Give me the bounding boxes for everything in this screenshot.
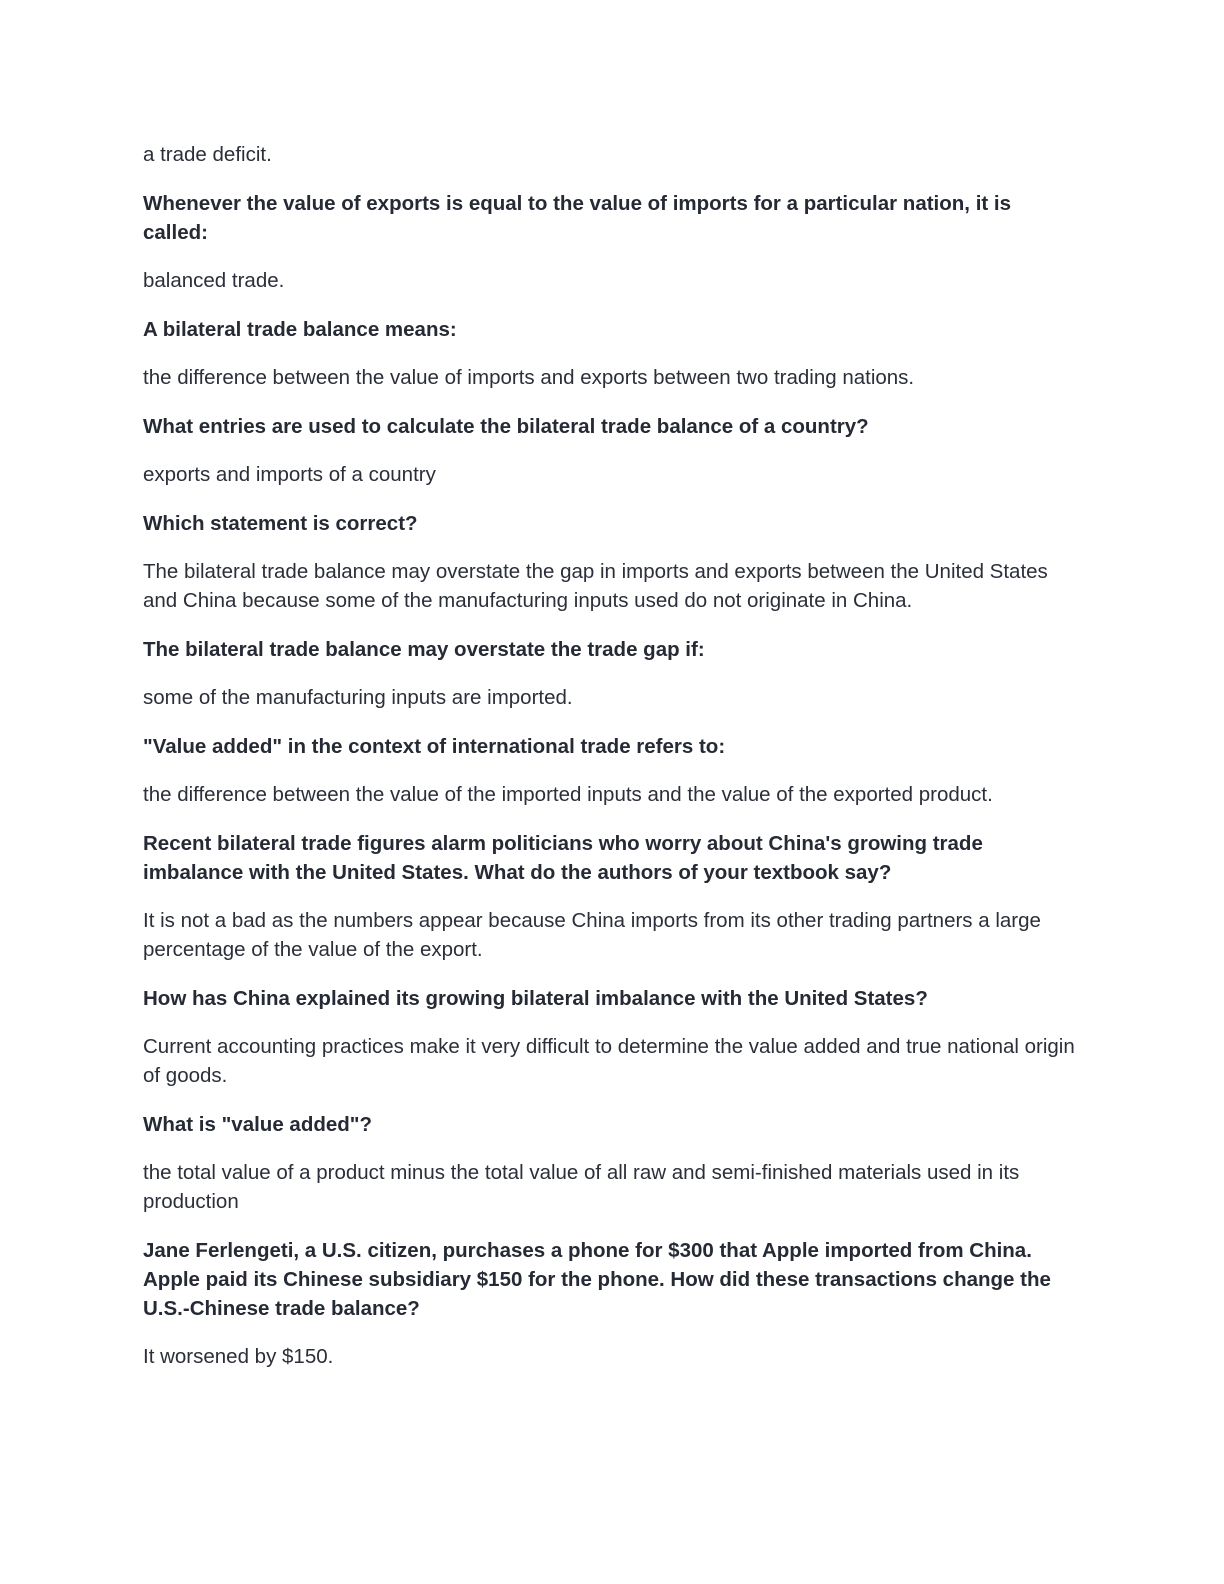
- question-text: What entries are used to calculate the bilateral trade balance of a country?: [143, 414, 869, 438]
- question-text: The bilateral trade balance may overstate the trade gap if:: [143, 637, 705, 661]
- question-text: A bilateral trade balance means:: [143, 317, 457, 341]
- question-text: Recent bilateral trade figures alarm politicians who worry about China's growing trade imbalance with the United States. What do the authors of your textbook say?: [143, 831, 983, 884]
- answer-text: the difference between the value of the imported inputs and the value of the exported product.: [143, 783, 993, 806]
- answer-text: the difference between the value of imports and exports between two trading nations.: [143, 366, 915, 389]
- document-page: [143, 140, 1078, 1391]
- question-text: Whenever the value of exports is equal to the value of imports for a particular nation, it is called:: [143, 191, 1012, 244]
- question-text: How has China explained its growing bilateral imbalance with the United States?: [143, 986, 928, 1010]
- answer-text: some of the manufacturing inputs are imported.: [143, 686, 573, 709]
- answer-text: The bilateral trade balance may overstate the gap in imports and exports between the United States and China because some of the manufacturing inputs used do not originate in China.: [143, 560, 1048, 612]
- answer-text: the total value of a product minus the total value of all raw and semi-finished materials used in its production: [143, 1161, 1020, 1213]
- answer-text: It worsened by $150.: [143, 1345, 334, 1368]
- answer-text: a trade deficit.: [143, 143, 272, 166]
- answer-text: exports and imports of a country: [143, 463, 436, 486]
- question-text: What is "value added"?: [143, 1112, 373, 1136]
- question-text: Jane Ferlengeti, a U.S. citizen, purchases a phone for $300 that Apple imported from China. Apple paid its Chinese subsidiary $150 for the phone. How did these transactions change the U.S.-Chinese trade balance?: [143, 1238, 1051, 1320]
- answer-text: Current accounting practices make it very difficult to determine the value added and true national origin of goods.: [143, 1035, 1075, 1087]
- question-text: "Value added" in the context of international trade refers to:: [143, 734, 726, 758]
- answer-text: balanced trade.: [143, 269, 285, 292]
- answer-text: It is not a bad as the numbers appear because China imports from its other trading partners a large percentage of the value of the export.: [143, 909, 1041, 961]
- question-text: Which statement is correct?: [143, 511, 418, 535]
